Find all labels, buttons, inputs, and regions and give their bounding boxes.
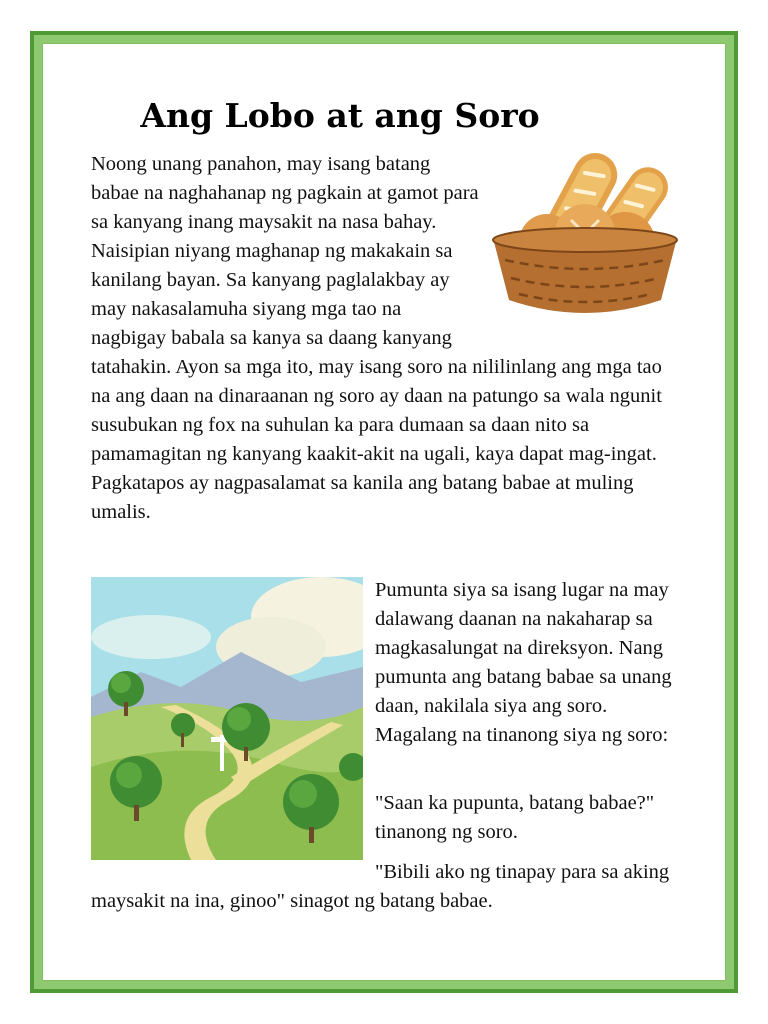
- story-paragraph-1: [91, 150, 685, 527]
- story-paragraph-3: "Saan ka pupunta, batang babae?" tinanong ng soro.: [375, 792, 655, 843]
- story-title: Ang Lobo at ang Soro: [140, 96, 540, 135]
- story-paragraph-2: Pumunta siya sa isang lugar na may dalawang daanan na nakaharap sa magkasalungat na direksyon. Nang pumunta ang batang babae sa unang daan, nakilala siya ang soro. Magalang na tinanong siya ng soro:: [375, 579, 672, 746]
- story-paragraph-4: "Bibili ako ng tinapay para sa aking maysakit na ina, ginoo" sinagot ng batang babae.: [91, 861, 670, 912]
- forked-road-landscape-illustration: [91, 577, 363, 860]
- paragraph-1-text: Noong unang panahon, may isang batang babae na naghahanap ng pagkain at gamot para sa kanyang inang maysakit na nasa bahay. Naisipian niyang maghanap ng makakain sa kanilang bayan. Sa kanyang paglalakbay ay may nakasalamuha siyang mga tao na nagbigay babala sa kanya sa daang kanyang tatahakin. Ayon sa mga ito, may isang soro na nililinlang ang mga tao na ang daan na dinaraanan ng soro ay daan na patungo sa wala ngunit susubukan ng fox na suhulan ka para dumaan sa daan nito sa pamamagitan ng kanyang kaakit-akit na ugali, kaya dapat mag-ingat. Pagkatapos ay nagpasalamat sa kanila ang batang babae at muling umalis.: [91, 153, 662, 523]
- bread-basket-illustration: [485, 150, 685, 328]
